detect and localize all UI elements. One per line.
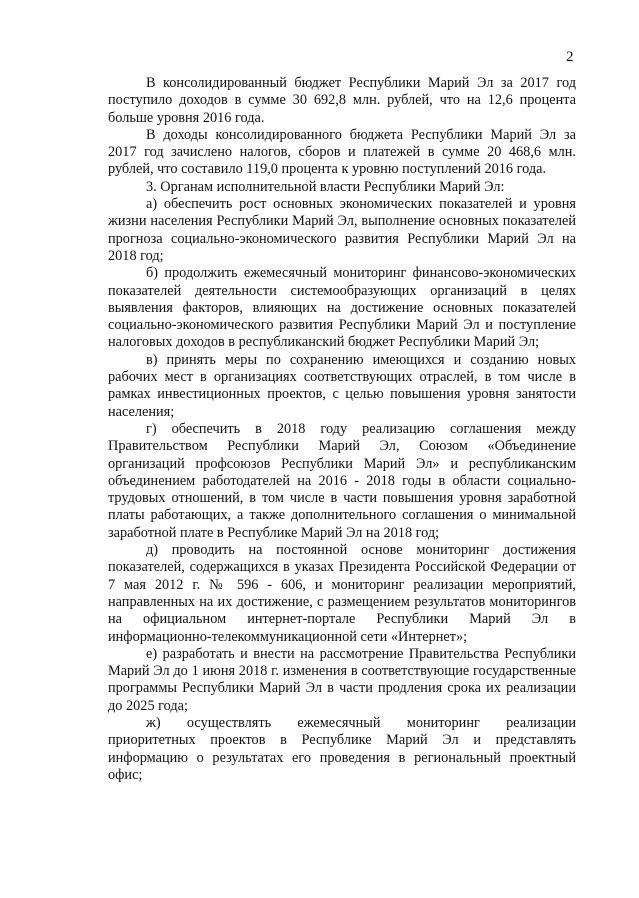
paragraph-tax-revenue: В доходы консолидированного бюджета Республики Марий Эл за 2017 год зачислено налогов, сборов и платежей в сумме 20 468,6 млн. рублей, что составило 119,0 процента к уровню поступлений 2016 года. — [108, 126, 576, 178]
page-number: 2 — [566, 49, 574, 65]
paragraph-subitem-d: д) проводить на постоянной основе мониторинг достижения показателей, содержащихся в указах Президента Российской Федерации от 7 мая 2012 г. № 596 - 606, и мониторинг реализации мероприятий, направленных на их достижение, с размещением результатов мониторингов на официальном интернет-портале Республики Марий Эл в информационно-телекоммуникационной сети «Интернет»; — [108, 542, 576, 645]
paragraph-subitem-a: а) обеспечить рост основных экономических показателей и уровня жизни населения Республики Марий Эл, выполнение основных показателей прогноза социально-экономического развития Республики Марий Эл на 2018 год; — [108, 196, 576, 264]
paragraph-item-3-heading: 3. Органам исполнительной власти Республики Марий Эл: — [146, 178, 505, 195]
paragraph-subitem-v: в) принять меры по сохранению имеющихся и созданию новых рабочих мест в организациях соответствующих отраслей, в том числе в рамках инвестиционных проектов, с целью повышения уровня занятости населения; — [108, 351, 576, 420]
paragraph-subitem-g: г) обеспечить в 2018 году реализацию соглашения между Правительством Республики Марий Эл, Союзом «Объединение организаций профсоюзов Республики Марий Эл» и республиканским объединением работодателей на 2016 - 2018 годы в области социально-трудовых отношений, в том числе в части повышения уровня заработной платы работающих, а также дополнительного соглашения о минимальной заработной плате в Республике Марий Эл на 2018 год; — [108, 420, 576, 541]
paragraph-budget-revenue: В консолидированный бюджет Республики Марий Эл за 2017 год поступило доходов в сумме 30 692,8 млн. рублей, что на 12,6 процента больше уровня 2016 года. — [108, 75, 576, 126]
paragraph-subitem-zh: ж) осуществлять ежемесячный мониторинг реализации приоритетных проектов в Республике Марий Эл и представлять информацию о результатах его проведения в региональный проектный офис; — [108, 714, 576, 783]
document-body — [108, 75, 576, 784]
paragraph-subitem-b: б) продолжить ежемесячный мониторинг финансово-экономических показателей деятельности системообразующих организаций в целях выявления факторов, влияющих на достижение основных показателей социально-экономического развития Республики Марий Эл и поступление налоговых доходов в республиканский бюджет Республики Марий Эл; — [108, 265, 576, 351]
paragraph-subitem-e: е) разработать и внести на рассмотрение Правительства Республики Марий Эл до 1 июня 2018 г. изменения в соответствующие государственные программы Республики Марий Эл в части продления срока их реализации до 2025 года; — [108, 645, 576, 714]
